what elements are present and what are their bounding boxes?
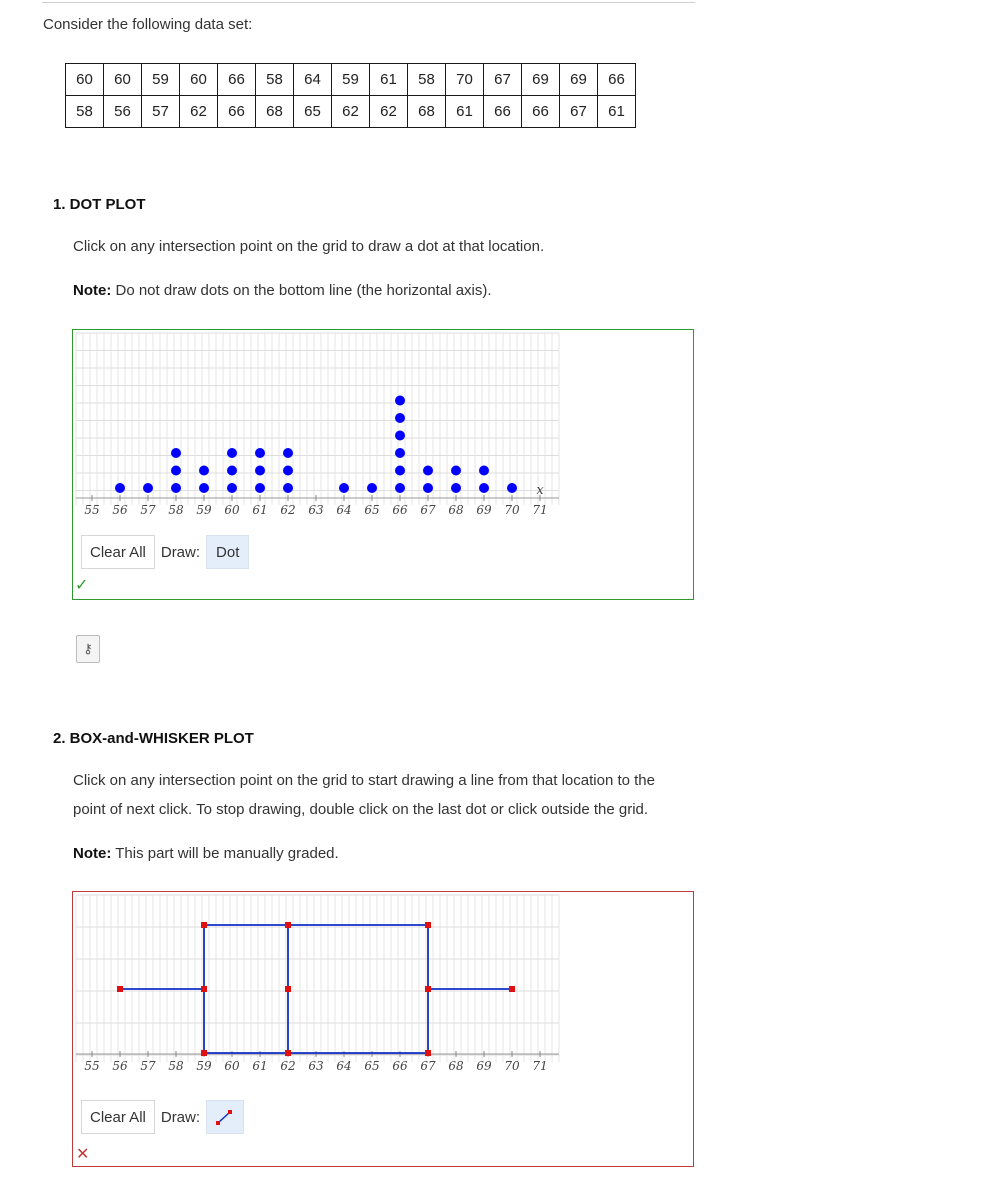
tick-label: 70 bbox=[504, 1059, 520, 1073]
box-plot-heading: 2. BOX-and-WHISKER PLOT bbox=[53, 730, 254, 747]
plot-dot bbox=[227, 448, 237, 458]
plot-dot bbox=[395, 448, 405, 458]
plot-dot bbox=[367, 483, 377, 493]
table-cell: 66 bbox=[218, 64, 256, 96]
plot-dot bbox=[395, 396, 405, 406]
table-row bbox=[66, 96, 636, 128]
table-cell: 59 bbox=[332, 64, 370, 96]
tick-label: 67 bbox=[420, 503, 436, 517]
tick-label: 59 bbox=[196, 503, 212, 517]
vertex-point bbox=[425, 1050, 431, 1056]
instruction-line-2: point of next click. To stop drawing, double click on the last dot or click outside the grid. bbox=[73, 801, 649, 818]
tick-label: 69 bbox=[476, 503, 492, 517]
note-label: Note: bbox=[73, 282, 112, 299]
table-cell: 62 bbox=[180, 96, 218, 128]
tick-label: 63 bbox=[308, 1059, 324, 1073]
grid-lines bbox=[76, 333, 559, 505]
tick-label: 55 bbox=[84, 1059, 100, 1073]
dot-plot-heading: 1. DOT PLOT bbox=[53, 196, 146, 213]
line-tool-icon bbox=[207, 1101, 243, 1133]
box-plot-note bbox=[73, 839, 713, 868]
box-plot-panel bbox=[72, 891, 694, 1167]
table-cell: 56 bbox=[104, 96, 142, 128]
vertex-point bbox=[285, 1050, 291, 1056]
plot-dot bbox=[395, 413, 405, 423]
vertex-point bbox=[509, 986, 515, 992]
plot-dot bbox=[339, 483, 349, 493]
table-cell: 58 bbox=[66, 96, 104, 128]
tick-label: 60 bbox=[224, 503, 240, 517]
plot-dot bbox=[283, 483, 293, 493]
table-cell: 61 bbox=[598, 96, 636, 128]
plot-dot bbox=[227, 483, 237, 493]
plot-dot bbox=[283, 448, 293, 458]
box-plot-shape bbox=[117, 922, 515, 1056]
tick-label: 71 bbox=[532, 503, 548, 517]
dots bbox=[115, 396, 517, 494]
tick-label: 68 bbox=[448, 1059, 464, 1073]
plot-dot bbox=[423, 483, 433, 493]
top-divider bbox=[42, 2, 695, 3]
plot-dot bbox=[283, 466, 293, 476]
table-cell: 64 bbox=[294, 64, 332, 96]
plot-dot bbox=[143, 483, 153, 493]
plot-dot bbox=[255, 483, 265, 493]
table-cell: 65 bbox=[294, 96, 332, 128]
draw-label: Draw: bbox=[160, 543, 201, 561]
plot-dot bbox=[507, 483, 517, 493]
plot-dot bbox=[115, 483, 125, 493]
tick-label: 70 bbox=[504, 503, 520, 517]
tick-label: 58 bbox=[168, 1059, 184, 1073]
table-row bbox=[66, 64, 636, 96]
tick-label: 65 bbox=[364, 1059, 380, 1073]
dot-plot-panel bbox=[72, 329, 694, 600]
tick-label: 66 bbox=[392, 1059, 408, 1073]
plot-dot bbox=[395, 466, 405, 476]
box-plot-toolbar bbox=[81, 1100, 244, 1134]
dot-tool-button[interactable]: Dot bbox=[206, 535, 249, 569]
note-text: This part will be manually graded. bbox=[115, 845, 339, 862]
tick-label: 66 bbox=[392, 503, 408, 517]
x-axis-label: x bbox=[536, 483, 544, 498]
table-cell: 61 bbox=[370, 64, 408, 96]
tick-label: 62 bbox=[280, 1059, 296, 1073]
table-cell: 70 bbox=[446, 64, 484, 96]
tick-label: 64 bbox=[336, 1059, 352, 1073]
table-cell: 60 bbox=[180, 64, 218, 96]
plot-dot bbox=[451, 483, 461, 493]
dot-plot-note bbox=[73, 276, 713, 305]
tick-label: 61 bbox=[252, 503, 268, 517]
plot-dot bbox=[395, 483, 405, 493]
vertex-point bbox=[425, 986, 431, 992]
tick-label: 64 bbox=[336, 503, 352, 517]
plot-dot bbox=[171, 466, 181, 476]
tick-label: 55 bbox=[84, 503, 100, 517]
table-cell: 66 bbox=[218, 96, 256, 128]
correct-check-icon: ✓ bbox=[75, 577, 89, 594]
tick-label: 59 bbox=[196, 1059, 212, 1073]
vertex-point bbox=[425, 922, 431, 928]
clear-all-button[interactable]: Clear All bbox=[81, 535, 155, 569]
incorrect-x-icon: ✕ bbox=[76, 1146, 90, 1163]
plot-dot bbox=[423, 466, 433, 476]
vertex-point bbox=[285, 986, 291, 992]
table-cell: 62 bbox=[370, 96, 408, 128]
tick-label: 67 bbox=[420, 1059, 436, 1073]
tick-label: 68 bbox=[448, 503, 464, 517]
table-cell: 67 bbox=[484, 64, 522, 96]
table-cell: 57 bbox=[142, 96, 180, 128]
plot-dot bbox=[451, 466, 461, 476]
vertex-point bbox=[117, 986, 123, 992]
table-cell: 60 bbox=[104, 64, 142, 96]
table-cell: 68 bbox=[408, 96, 446, 128]
tick-label: 71 bbox=[532, 1059, 548, 1073]
clear-all-button[interactable]: Clear All bbox=[81, 1100, 155, 1134]
tick-label: 69 bbox=[476, 1059, 492, 1073]
table-cell: 66 bbox=[598, 64, 636, 96]
tick-label: 57 bbox=[140, 1059, 156, 1073]
table-cell: 66 bbox=[484, 96, 522, 128]
key-icon[interactable]: ⚷ bbox=[76, 635, 100, 663]
data-set-table bbox=[65, 63, 636, 128]
tick-label: 61 bbox=[252, 1059, 268, 1073]
vertex-point bbox=[201, 986, 207, 992]
intro-text: Consider the following data set: bbox=[43, 16, 253, 33]
plot-dot bbox=[255, 448, 265, 458]
vertex-point bbox=[201, 1050, 207, 1056]
plot-dot bbox=[171, 483, 181, 493]
tick-label: 56 bbox=[112, 1059, 128, 1073]
tick-label: 56 bbox=[112, 503, 128, 517]
vertex-point bbox=[201, 922, 207, 928]
table-cell: 62 bbox=[332, 96, 370, 128]
note-text: Do not draw dots on the bottom line (the horizontal axis). bbox=[115, 282, 492, 299]
tick-label: 62 bbox=[280, 503, 296, 517]
plot-dot bbox=[171, 448, 181, 458]
plot-dot bbox=[227, 466, 237, 476]
plot-dot bbox=[395, 431, 405, 441]
plot-dot bbox=[479, 483, 489, 493]
note-label: Note: bbox=[73, 845, 112, 862]
instruction-line-1: Click on any intersection point on the grid to start drawing a line from that location to the bbox=[73, 772, 655, 789]
draw-label: Draw: bbox=[160, 1108, 201, 1126]
table-cell: 58 bbox=[256, 64, 294, 96]
plot-dot bbox=[255, 466, 265, 476]
table-cell: 58 bbox=[408, 64, 446, 96]
tick-label: 58 bbox=[168, 503, 184, 517]
table-cell: 59 bbox=[142, 64, 180, 96]
tick-label: 63 bbox=[308, 503, 324, 517]
table-cell: 66 bbox=[522, 96, 560, 128]
tick-label: 57 bbox=[140, 503, 156, 517]
line-tool-button[interactable] bbox=[206, 1100, 244, 1134]
grid-lines bbox=[76, 895, 559, 1062]
dot-plot-instruction: Click on any intersection point on the grid to draw a dot at that location. bbox=[73, 238, 545, 255]
box-plot-instruction bbox=[73, 766, 713, 824]
table-cell: 61 bbox=[446, 96, 484, 128]
tick-label: 60 bbox=[224, 1059, 240, 1073]
plot-dot bbox=[479, 466, 489, 476]
dot-plot-toolbar bbox=[81, 535, 249, 569]
plot-dot bbox=[199, 466, 209, 476]
table-cell: 69 bbox=[522, 64, 560, 96]
vertex-point bbox=[285, 922, 291, 928]
table-cell: 60 bbox=[66, 64, 104, 96]
table-cell: 69 bbox=[560, 64, 598, 96]
table-cell: 67 bbox=[560, 96, 598, 128]
plot-dot bbox=[199, 483, 209, 493]
tick-label: 65 bbox=[364, 503, 380, 517]
table-cell: 68 bbox=[256, 96, 294, 128]
